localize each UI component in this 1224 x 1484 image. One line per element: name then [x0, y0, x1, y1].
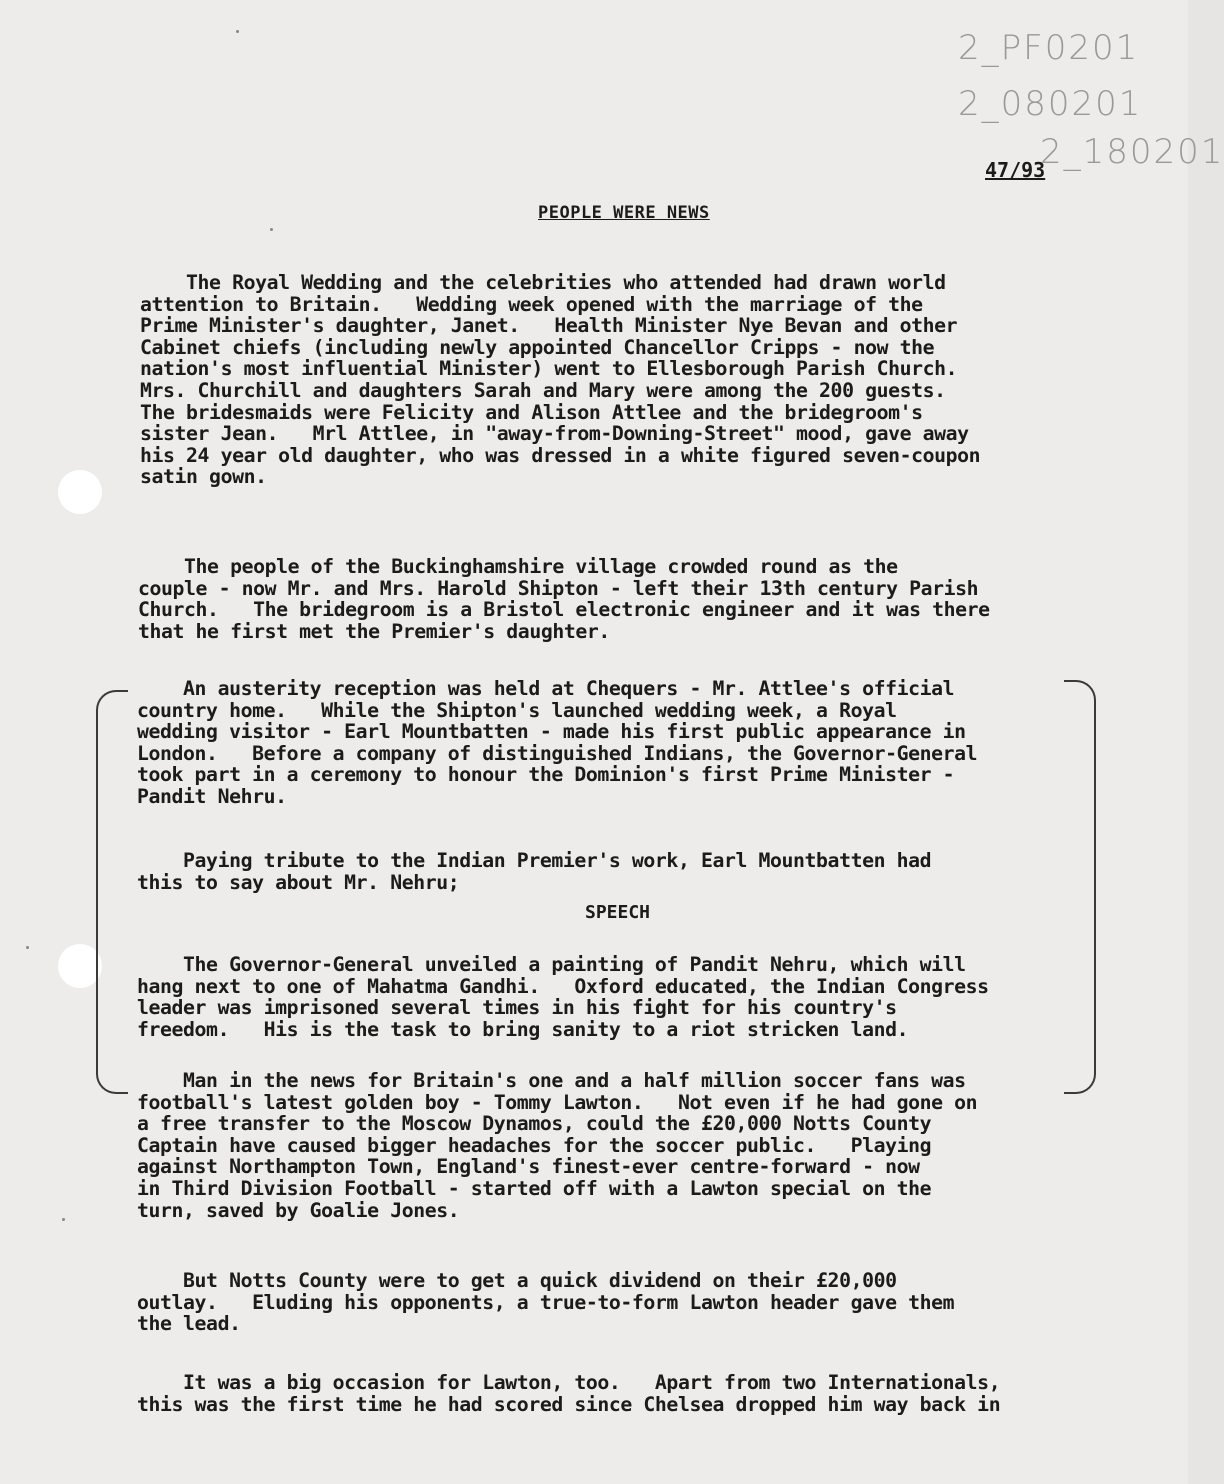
paragraph-reception: An austerity reception was held at Chequers - Mr. Attlee's official country home. While the Shipton's launched wedding week, a Royal wedding visitor - Earl Mountbatten - made his first public appearance in London. Before a company of distinguished Indians, the Governor-General took part in a ceremony to honour the Dominion's first Prime Minister - Pandit Nehru.	[137, 677, 978, 808]
paper-speck	[270, 228, 273, 231]
right-margin-bracket	[1064, 680, 1096, 1094]
punch-hole-top	[58, 470, 102, 514]
paper-speck	[26, 946, 29, 949]
paragraph-village: The people of the Buckinghamshire village crowded round as the couple - now Mr. and Mrs. Harold Shipton - left their 13th century Parish Church. The bridegroom is a Bristol electronic engineer and it was there that he first met the Premier's daughter.	[138, 555, 990, 643]
handwritten-reference-1: 2_PF0201	[958, 28, 1140, 68]
left-margin-bracket	[96, 690, 128, 1094]
paragraph-tribute: Paying tribute to the Indian Premier's work, Earl Mountbatten had this to say about Mr. Nehru;	[137, 849, 932, 894]
document-title: PEOPLE WERE NEWS	[538, 203, 710, 223]
paragraph-painting: The Governor-General unveiled a painting of Pandit Nehru, which will hang next to one of Mahatma Gandhi. Oxford educated, the Indian Congress leader was imprisoned several times in his fight for his country's freedom. His is the task to bring sanity to a riot stricken land.	[137, 953, 989, 1041]
paragraph-occasion: It was a big occasion for Lawton, too. Apart from two Internationals, this was the first time he had scored since Chelsea dropped him way back in	[137, 1371, 1001, 1416]
reference-number: 47/93	[985, 158, 1046, 182]
handwritten-reference-3: 2_180201	[1040, 132, 1224, 172]
paragraph-lawton: Man in the news for Britain's one and a half million soccer fans was football's latest golden boy - Tommy Lawton. Not even if he had gone on a free transfer to the Moscow Dynamos, could the £20,000 Notts County Captain have caused bigger headaches for the soccer public. Playing against Northampton Town, England's finest-ever centre-forward - now in Third Division Football - started off with a Lawton special on the turn, saved by Goalie Jones.	[137, 1069, 978, 1222]
paragraph-royal-wedding: The Royal Wedding and the celebrities who attended had drawn world attention to Britain. Wedding week opened with the marriage of the Prime Minister's daughter, Janet. Health Minister Nye Bevan and other Cabinet chiefs (including newly appointed Chancellor Cripps - now the nation's most influential Minister) went to Ellesborough Parish Church. Mrs. Churchill and daughters Sarah and Mary were among the 200 guests. The bridesmaids were Felicity and Alison Attlee and the bridegroom's sister Jean. Mrl Attlee, in "away-from-Downing-Street" mood, gave away his 24 year old daughter, who was dressed in a white figured seven-coupon satin gown.	[140, 271, 981, 489]
paper-speck	[236, 30, 239, 33]
paragraph-dividend: But Notts County were to get a quick dividend on their £20,000 outlay. Eluding his opponents, a true-to-form Lawton header gave them the lead.	[137, 1269, 955, 1336]
paper-speck	[62, 1218, 65, 1221]
speech-label: SPEECH	[585, 902, 651, 923]
handwritten-reference-2: 2_080201	[958, 84, 1143, 124]
